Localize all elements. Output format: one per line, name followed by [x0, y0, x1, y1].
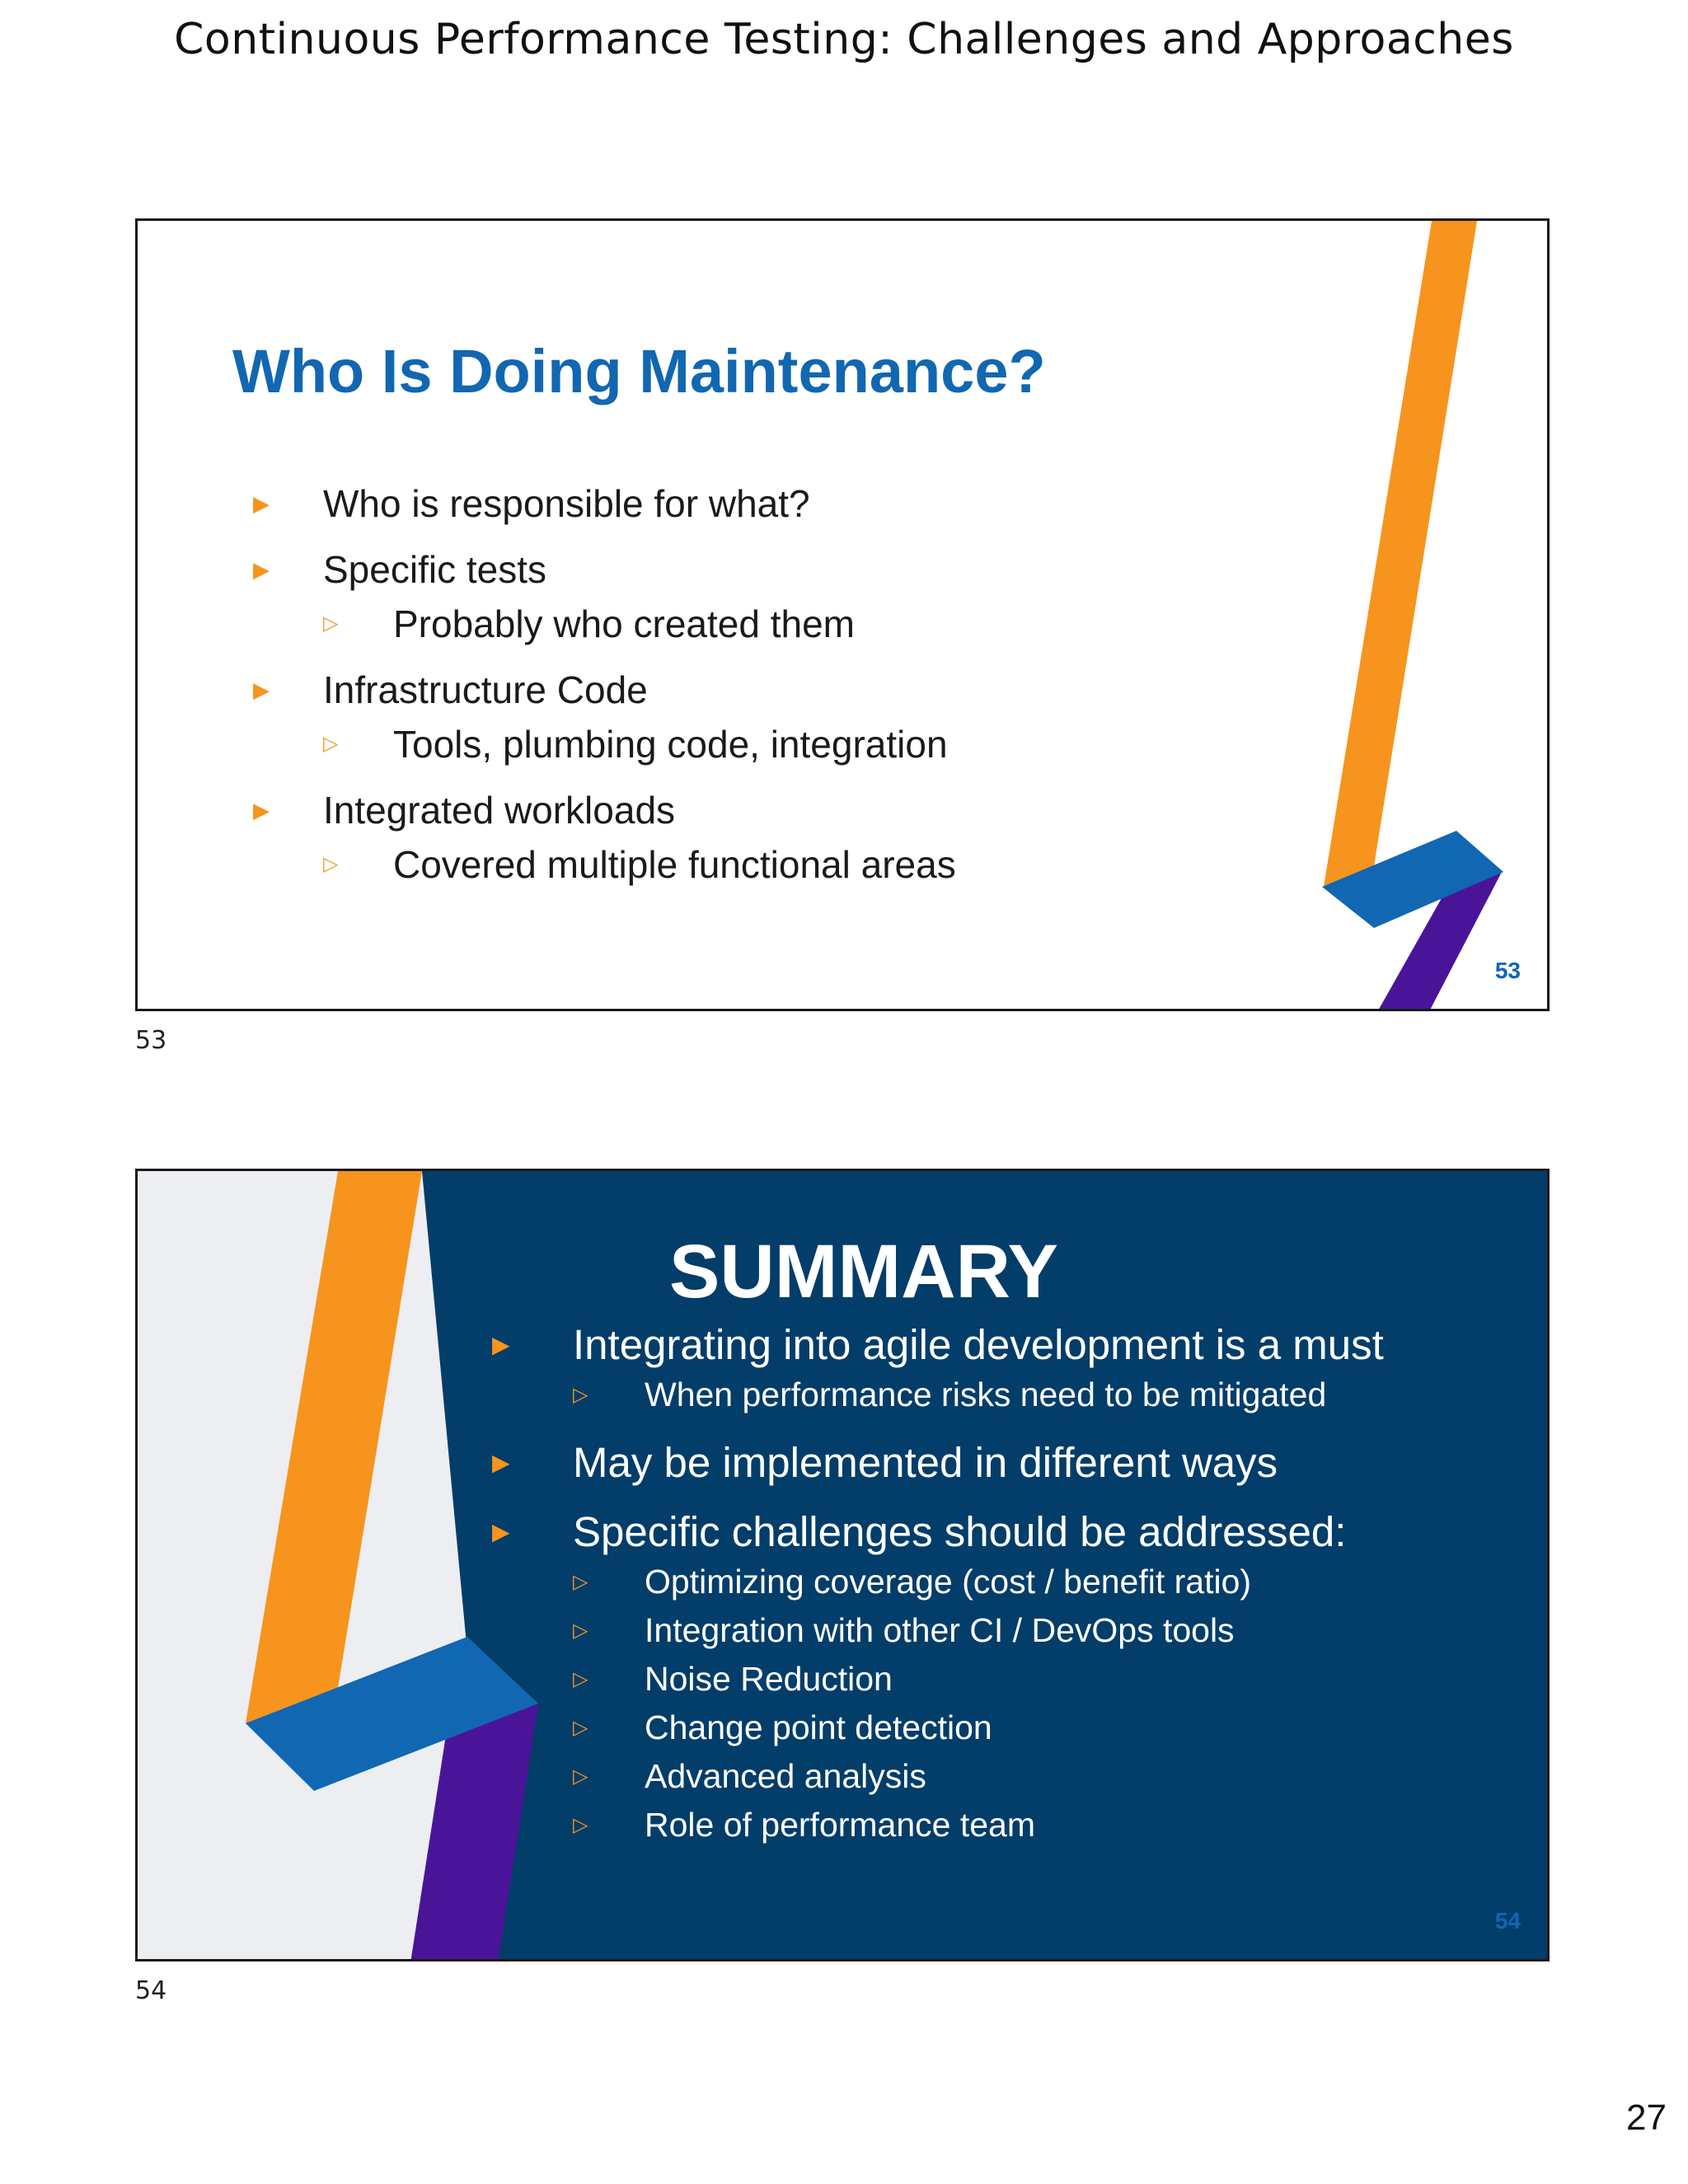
triangle-outline-icon: ▷: [573, 1571, 588, 1593]
triangle-right-icon: ▶: [253, 491, 270, 516]
triangle-right-icon: ▶: [253, 557, 270, 582]
sub-bullet-text: Noise Reduction: [645, 1660, 893, 1698]
triangle-outline-icon: ▷: [573, 1668, 588, 1690]
triangle-outline-icon: ▷: [573, 1619, 588, 1642]
sub-bullet-item: [492, 1371, 1384, 1419]
triangle-right-icon: ▶: [253, 798, 270, 823]
sub-bullet-text: Integration with other CI / DevOps tools: [645, 1611, 1235, 1649]
triangle-outline-icon: ▷: [573, 1717, 588, 1739]
triangle-outline-icon: ▷: [323, 733, 339, 755]
bullet-text: May be implemented in different ways: [573, 1439, 1278, 1486]
bullet-text: Integrating into agile development is a must: [573, 1321, 1384, 1368]
slide-label: 53: [135, 1026, 167, 1055]
triangle-right-icon: ▶: [492, 1519, 510, 1544]
bullet-item: [253, 546, 956, 647]
sub-bullet-item: [492, 1704, 1384, 1752]
bullet-text: Specific challenges should be addressed:: [573, 1508, 1347, 1555]
sub-bullet-item: [253, 841, 956, 888]
sub-bullet-text: When performance risks need to be mitigated: [645, 1376, 1327, 1413]
bullet-item: [253, 667, 956, 767]
bullet-text: Specific tests: [323, 548, 546, 591]
slide-number: 54: [1494, 1908, 1521, 1933]
bullet-item: [492, 1507, 1384, 1849]
slide-54: [135, 1169, 1550, 1961]
document-title: Continuous Performance Testing: Challenges and Approaches: [174, 15, 1514, 64]
triangle-outline-icon: ▷: [573, 1384, 588, 1406]
sub-bullet-item: [253, 721, 956, 767]
slide-number: 53: [1494, 958, 1521, 983]
sub-bullet-item: [492, 1558, 1384, 1606]
slide-title: Who Is Doing Maintenance?: [232, 337, 1046, 405]
sub-bullet-item: [492, 1606, 1384, 1655]
triangle-right-icon: ▶: [492, 1450, 510, 1475]
sub-bullet-text: Optimizing coverage (cost / benefit ratio): [645, 1563, 1252, 1601]
bullet-list: [253, 480, 956, 888]
triangle-right-icon: ▶: [492, 1332, 510, 1357]
sub-bullet-text: Tools, plumbing code, integration: [393, 723, 948, 766]
bullet-item: [253, 787, 956, 888]
bullet-list: [492, 1319, 1384, 1849]
sub-bullet-text: Covered multiple functional areas: [393, 843, 956, 886]
sub-bullet-text: Probably who created them: [393, 602, 855, 645]
sub-bullet-item: [253, 601, 956, 647]
triangle-outline-icon: ▷: [573, 1814, 588, 1836]
triangle-outline-icon: ▷: [573, 1765, 588, 1788]
sub-bullet-text: Advanced analysis: [645, 1757, 926, 1795]
orange-ribbon: [1324, 221, 1477, 887]
bullet-item: [492, 1437, 1384, 1488]
bullet-item: [492, 1319, 1384, 1419]
page-number: 27: [1626, 2097, 1667, 2138]
sub-bullet-text: Role of performance team: [645, 1806, 1036, 1844]
sub-bullet-text: Change point detection: [645, 1708, 992, 1746]
triangle-outline-icon: ▷: [323, 853, 339, 875]
sub-bullet-item: [492, 1801, 1384, 1849]
bullet-text: Integrated workloads: [323, 789, 676, 832]
bullet-item: [253, 480, 956, 527]
triangle-right-icon: ▶: [253, 677, 270, 702]
sub-bullet-item: [492, 1655, 1384, 1704]
slide-label: 54: [135, 1976, 167, 2005]
triangle-outline-icon: ▷: [323, 612, 339, 635]
slide-title: SUMMARY: [669, 1230, 1058, 1314]
slide-53: [135, 218, 1550, 1011]
bullet-text: Infrastructure Code: [323, 668, 648, 711]
sub-bullet-item: [492, 1752, 1384, 1801]
bullet-text: Who is responsible for what?: [323, 482, 810, 525]
